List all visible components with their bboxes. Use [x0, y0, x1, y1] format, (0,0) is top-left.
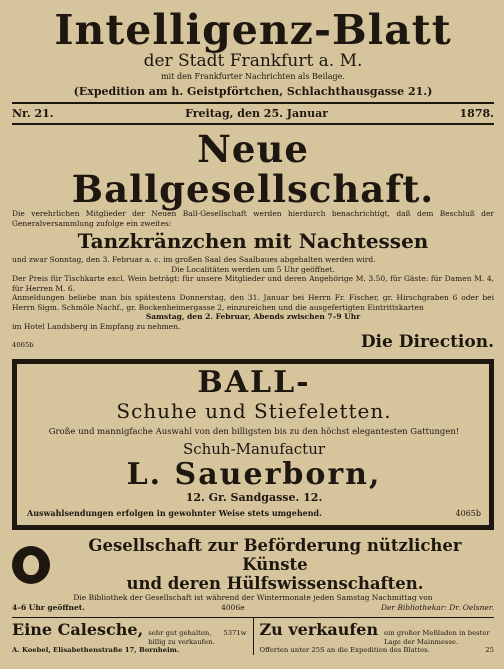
caleche-address: A. Koebel, Elisabethenstraße 17, Bornheim.	[12, 646, 180, 655]
for-sale-ad	[254, 618, 495, 655]
shoe-ad-subhead: Schuhe und Stiefeletten.	[116, 399, 392, 423]
masthead-with-line: mit den Frankfurter Nachrichten als Beilage.	[161, 72, 345, 81]
ball-notice-line: Samstag, den 2. Februar, Abends zwischen 7–9 Uhr	[145, 312, 361, 321]
ball-notice-intro: Die verehrlichen Mitglieder der Neuen Ball-Gesellschaft werden hierdurch benachrichtigt, daß dem Beschluß der Generalversammlung zufolge ein zweites:	[12, 209, 494, 228]
ad-code: 4065b	[12, 341, 34, 349]
society-hours: 4–6 Uhr geöffnet.	[12, 603, 85, 612]
classifieds-row	[12, 617, 494, 655]
issue-year: 1878.	[459, 107, 494, 120]
masthead-expedition: (Expedition am h. Geistpförtchen, Schlachthausgasse 21.)	[73, 85, 433, 98]
shoe-ad-footer: Auswahlsendungen erfolgen in gewohnter Weise stets umgehend.	[27, 508, 322, 518]
ball-notice-signature: Die Direction.	[360, 332, 494, 352]
ball-notice-title: Neue Ballgesellschaft.	[71, 127, 435, 211]
caleche-ad	[12, 618, 254, 655]
issue-number: Nr. 21.	[12, 107, 54, 120]
society-title: Gesellschaft zur Beförderung nützlicher Künste	[88, 536, 462, 574]
for-sale-headline: Zu verkaufen	[259, 620, 379, 639]
ball-notice-line: im Hotel Landsberg in Empfang zu nehmen.	[12, 321, 181, 331]
society-note: Die Bibliothek der Gesellschaft ist während der Wintermonate jeden Samstag Nachmittag von	[73, 593, 433, 602]
shoe-ad-headline: BALL-	[197, 365, 311, 400]
masthead-title: Intelligenz-Blatt	[54, 6, 452, 54]
ad-code: 5371w	[223, 629, 247, 637]
for-sale-text: ein großer Meßladen in bester Lage der Mainmesse.	[384, 629, 490, 646]
masthead-subtitle: der Stadt Frankfurt a. M.	[143, 51, 363, 71]
ball-notice	[12, 129, 494, 352]
ad-code: 25	[485, 646, 494, 655]
dateline	[12, 106, 494, 121]
caleche-headline: Eine Calesche,	[12, 620, 144, 639]
shoe-advertisement	[12, 359, 494, 530]
society-notice	[12, 536, 494, 593]
ad-code: 4065b	[455, 509, 481, 518]
ball-notice-line: Die Localitäten werden um 5 Uhr geöffnet.	[171, 264, 335, 274]
shoe-ad-address: 12. Gr. Sandgasse. 12.	[185, 491, 323, 504]
shoe-ad-manufactory: Schuh-Manufactur	[182, 440, 326, 458]
caleche-text: sehr gut gehalten, billig zu verkaufen.	[148, 629, 215, 646]
society-librarian: Der Bibliothekar: Dr. Oelsner.	[380, 603, 494, 612]
ball-notice-line: Der Preis für Tischkarte excl. Wein beträgt: für unsere Mitglieder und deren Angehörige M. 3.50, für Gäste: für Damen M. 4, für Herren M. 6.	[12, 274, 494, 293]
ball-notice-event: Tanzkränzchen mit Nachtessen	[77, 229, 429, 253]
ad-code: 4006e	[221, 603, 245, 612]
society-title-line2: und deren Hülfswissenschaften.	[126, 574, 424, 593]
divider	[12, 123, 494, 125]
for-sale-offers: Offerten unter 25S an die Expedition des Blattes.	[259, 646, 430, 655]
ball-notice-line: Anmeldungen beliebe man bis spätestens Donnerstag, den 31. Januar bei Herrn Fr. Fischer, gr. Hirschgraben 6 oder bei Herrn Sigm. Schmöle Nachf., gr. Bockenheimergasse 2, einzureichen und die ausgefertigten Eintrittskarten	[12, 293, 494, 312]
shoe-ad-name: L. Sauerborn,	[126, 457, 382, 492]
shoe-ad-description: Große und mannigfache Auswahl von den billigsten bis zu den höchst elegantesten Gattungen!	[48, 427, 460, 437]
issue-date: Freitag, den 25. Januar	[185, 107, 329, 120]
divider	[12, 102, 494, 104]
society-emblem-icon	[12, 546, 50, 584]
ball-notice-line: und zwar Sonntag, den 3. Februar a. c. im großen Saal des Saalbaues abgehalten werden wird.	[12, 255, 376, 264]
